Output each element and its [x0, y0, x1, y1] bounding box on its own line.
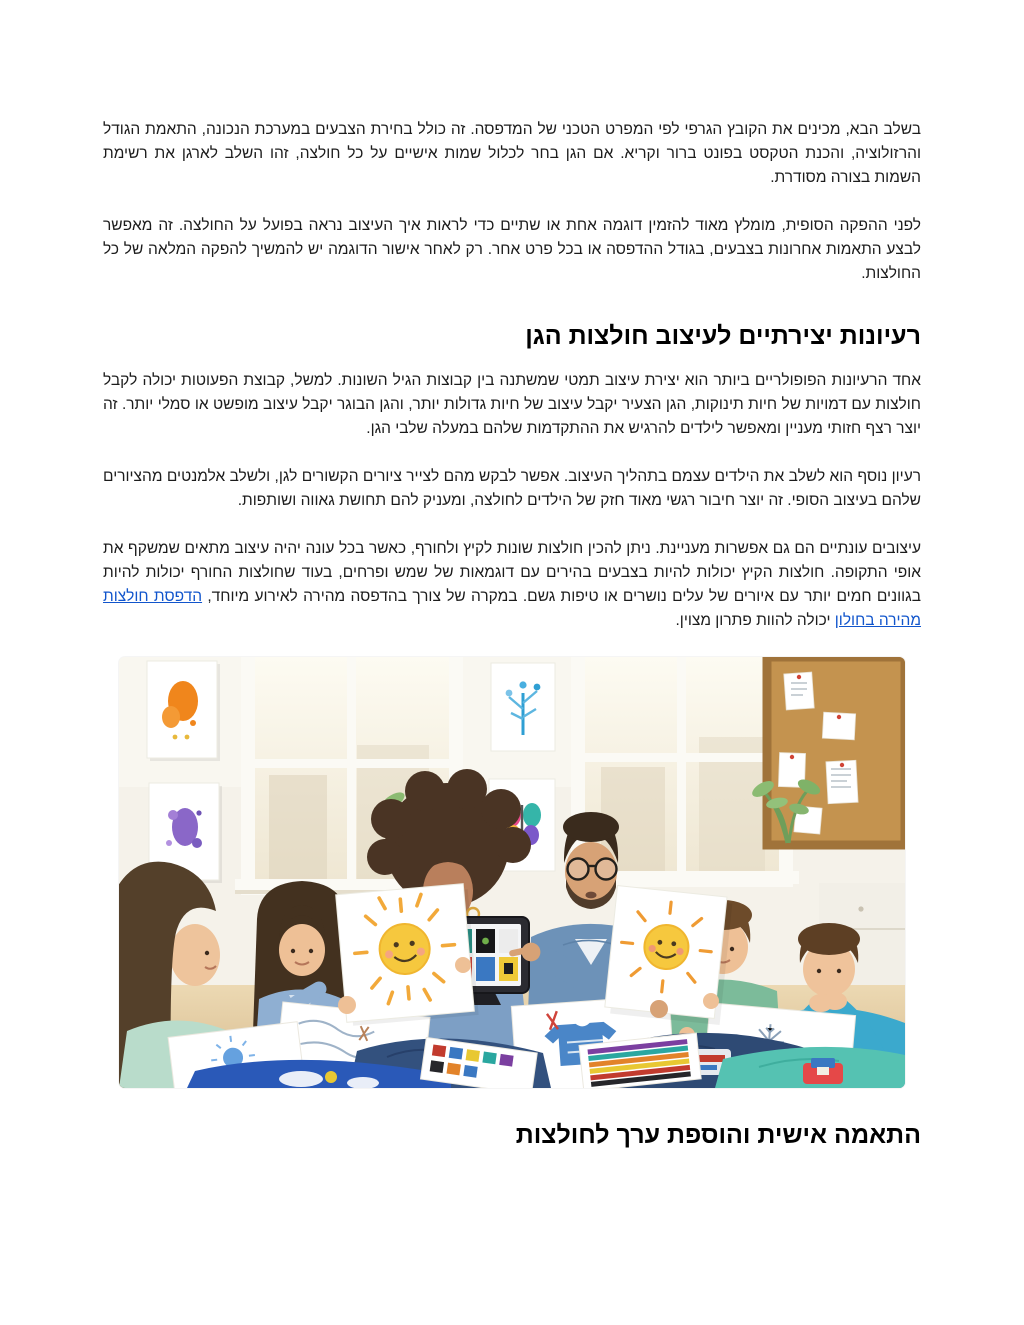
girl-hand [338, 996, 356, 1014]
corkboard-icon [767, 657, 905, 845]
wall-art-blue-icon [491, 663, 555, 751]
girl-hand [455, 957, 471, 973]
wall-art-orange-icon [147, 661, 220, 761]
paragraph-sample-order: לפני ההפקה הסופית, מומלץ מאוד להזמין דוגמה אחת או שתיים כדי לראות איך העיצוב נראה בפועל על החולצה. זה מאפשר לבצע התאמות אחרונות בצבעים, בגודל ההדפסה או בכל פרט אחר. רק לאחר אישור הדוגמה יש להמשיך להפקה המלאה של כל החולצות. [103, 217, 921, 282]
heading-personalization: התאמה אישית והוספת ערך לחולצות [515, 1121, 921, 1149]
classroom-photo-frame [119, 657, 905, 1088]
seasonal-text-after: יכולה להוות פתרון מצוין. [675, 612, 835, 629]
fast-print-holon-link[interactable]: הדפסת חולצות מהירה בחולון [103, 588, 921, 629]
holding-hand [650, 1000, 668, 1018]
paragraph-children-involvement: רעיון נוסף הוא לשלב את הילדים עצמם בתהליך העיצוב. אפשר לבקש מהם לצייר ציורים הקשורים לגן, ולשלב אלמנטים מהציורים שלהם בעיצוב הסופי. זה יוצר חיבור רגשי מאוד חזק של הילדים לחולצה, ומעניק להם תחושת גאווה ושותפות. [103, 468, 921, 509]
classroom-photo [119, 657, 905, 1088]
paragraph-thematic-design: אחד הרעיונות הפופולריים ביותר הוא יצירת עיצוב תמטי שמשתנה בין קבוצות הגיל השונות. למשל, קבוצת הפעוטות יכולה לקבל חולצות עם דמויות של חיות תינוקות, הגן הצעיר יקבל עיצוב של חיות גדולות יותר, והגן הבוגר יקבל עיצוב מופשט או סמלי יותר. זה יוצר רצף חזותי מעניין ומאפשר לילדים להרגיש את ההתקדמות שלהם במעלה שלבי הגן. [103, 372, 921, 437]
heading-creative-ideas: רעיונות יצירתיים לעיצוב חולצות הגן [525, 322, 921, 350]
holding-hand [703, 993, 719, 1009]
seasonal-text-before: עיצובים עונתיים הם גם אפשרות מעניינת. ניתן להכין חולצות שונות לקיץ ולחורף, כאשר בכל עונה יהיה עיצוב מתאים שמשקף את אופי התקופה. חולצות הקיץ יכולות להיות בצבעים בהירים עם דוגמאות של שמש ופרחים, בעוד שחולצות החורף יכולות להיות בגוונים חמים יותר עם איורים של עלים נושרים או טיפות גשם. במקרה של צורך בהדפסה מהירה לאירוע מיוחד, [103, 540, 921, 605]
paragraph-file-prep: בשלב הבא, מכינים את הקובץ הגרפי לפי המפרט הטכני של המדפסה. זה כולל בחירת הצבעים במערכת הנכונה, התאמת הגודל והרזולוציה, והכנת הטקסט בפונט ברור וקריא. אם הגן בחר לכלול שמות אישיים על כל חולצה, זהו השלב לארגן את רשימת השמות בצורה מסודרת. [103, 121, 921, 186]
paragraph-seasonal-designs [103, 537, 921, 633]
sun-drawing-left-icon [336, 883, 479, 1026]
